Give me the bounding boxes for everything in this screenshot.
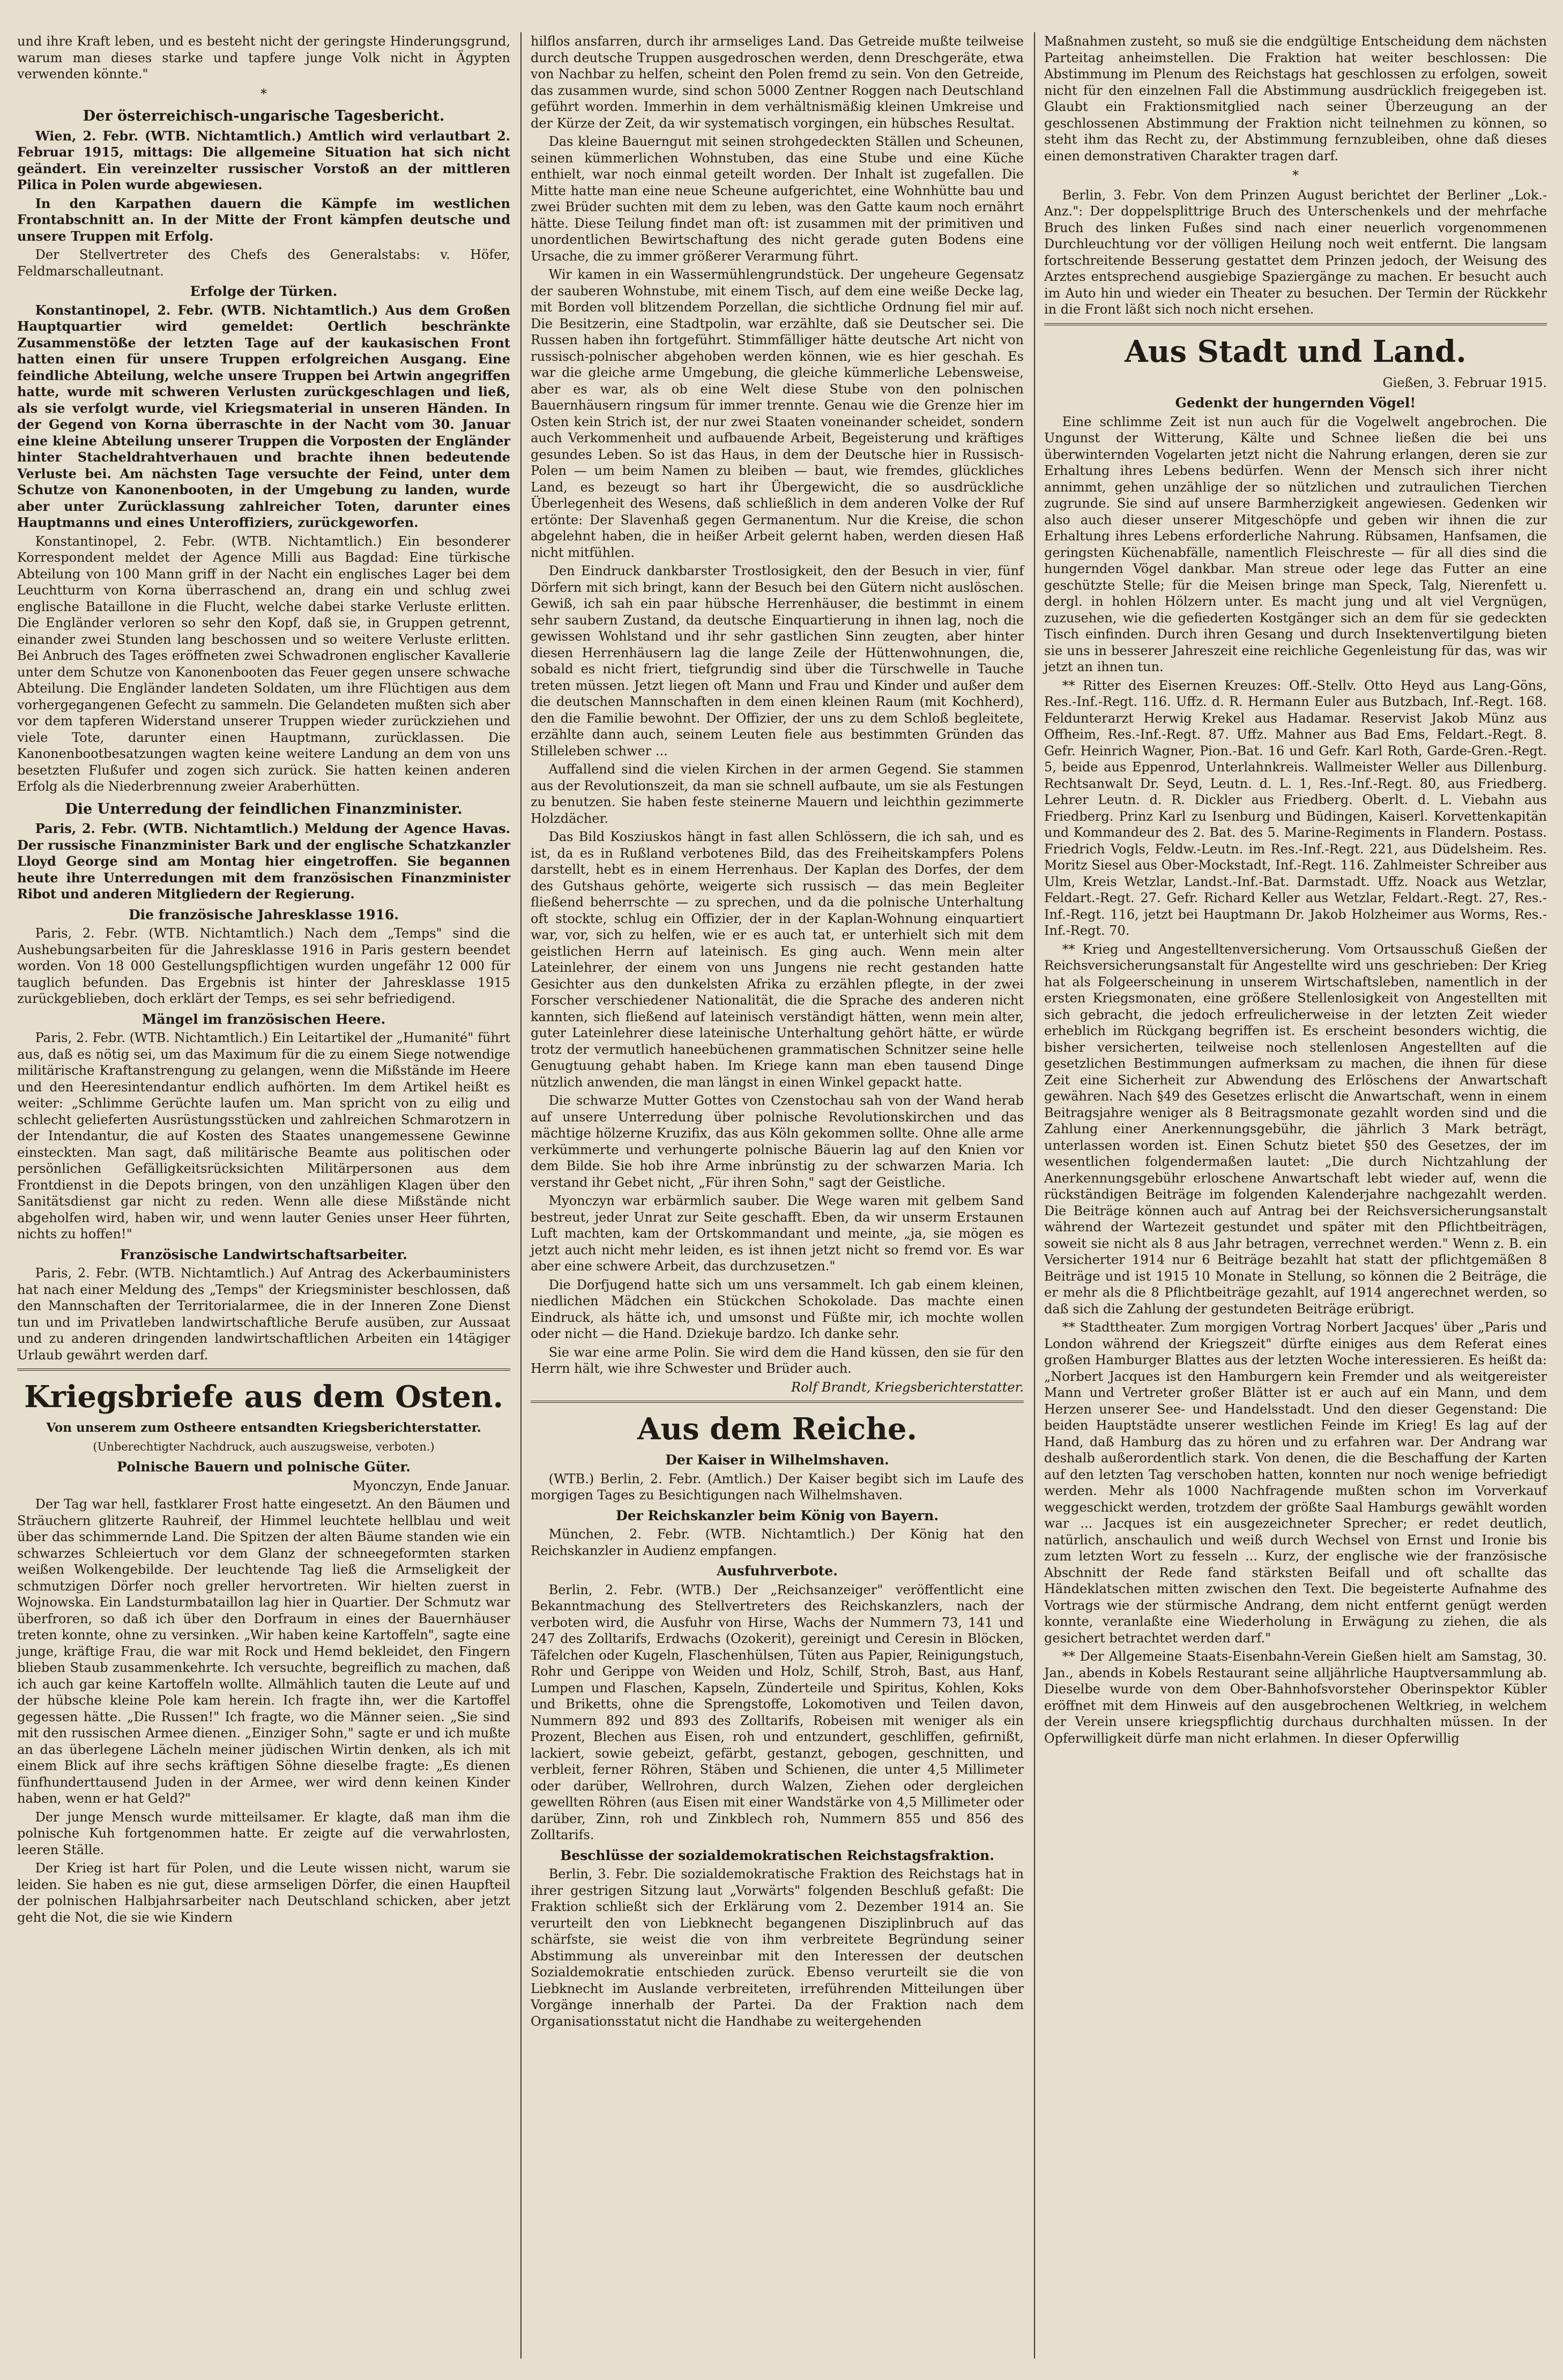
article-text: ** Krieg und Angestelltenversicherung. Vom Ortsausschuß Gießen der Reichsversicherungsanstalt für Angestellte wird uns geschrieben: Der Krieg hat als Folgeerscheinung in unserem Wirtschaftsleben, namentlich in der ersten Kriegsmonaten, eine größere Stellenlosigkeit von Angestellten mit sich gebracht, die jedoch erfreulicherweise in der letzten Zeit wieder erheblich im Rückgang begriffen ist. Es erscheint besonders wichtig, die bisher versicherten, teilweise noch stellenlosen Angestellten auf die gesetzlichen Bestimmungen aufmerksam zu machen, die ihnen für diese Zeit eine Sicherheit zur Abwendung des Erlöschens der Anwartschaft gewähren. Nach §49 des Gesetzes erlischt die Anwartschaft, wenn in einem Beitragsjahre weniger als 8 Beitragsmonate gezahlt worden sind und die Zahlung einer Anerkennungsgebühr, die jährlich 3 Mark beträgt, unterlassen worden ist. Einen Schutz bietet §50 des Gesetzes, der im wesentlichen folgendermaßen lautet: „Die durch Nichtzahlung der Anerkennungsgebühr erloschene Anwartschaft lebt wieder auf, wenn die rückständigen Beiträge im folgenden Kalenderjahre nachgezahlt werden. Die Beiträge können auch auf Antrag bei der Reichsversicherungsanstalt während der Wartezeit gestundet und später mit den Pflichtbeiträgen, soweit sie nicht als 8 aus Jahr betragen, verrechnet werden." Wenn z. B. ein Versicherter 1914 nur 6 Beiträge bezahlt hat statt der pflichtgemäßen 8 Beiträge und ist 1915 10 Monate in Stellung, so können die 2 Beiträge, die er mehr als die 8 Pflichtbeiträge gezahlt, auf 1914 angerechnet werden, so daß sich die Zahlung der gestundeten Beiträge erübrigt. (1044, 941, 1547, 1317)
dateline: Myonczyn, Ende Januar. (352, 1478, 510, 1493)
article-text: In den Karpathen dauern die Kämpfe im westlichen Frontabschnitt an. In der Mitte der Front kämpfen deutsche und unsere Truppen mit Erfolg. (17, 195, 510, 244)
column-rule (520, 32, 522, 2359)
article-text: Paris, 2. Febr. (WTB. Nichtamtlich.) Ein Leitartikel der „Humanité" führt aus, daß es nötig sei, um das Maximum für die zu einem Siege notwendige militärische Kraftanstrengung zu gelangen, wenn die Mißstände im Heere und den Heeresintendantur endlich aufhörten. Im dem Artikel heißt es weiter: „Schlimme Gerüchte laufen um. Man spricht von zu eilig und schlecht gelieferten Ausrüstungsstücken und zahlreichen Schmarotzern in der Intendantur, die auf Kosten des Staates unangemessene Gewinne einsteckten. Man sagt, daß militärische Beamte aus politischen oder persönlichen Gefälligkeitsrücksichten Militärpersonen aus dem Frontdienst in die Depots bringen, von den unzähligen Klagen über den Sanitätsdienst gar nicht zu reden. Wenn alle diese Mißstände nicht abgeholfen wird, haben wir, und wenn lauter Genies unser Heer führten, nichts zu hoffen!" (17, 1030, 510, 1241)
column-3: Maßnahmen zusteht, so muß sie die endgültige Entscheidung dem nächsten Parteitag anheimstellen. Die Fraktion hat weiter beschlossen: Die Abstimmung im Plenum des Reichstags hat geschlossen zu erfolgen, soweit nicht für den einzelnen Fall die Abstimmung ausdrücklich freigegeben ist. Glaubt ein Fraktionsmitglied nach seiner Überzeugung an der geschlossenen Abstimmung der Fraktion nicht teilnehmen zu können, so steht ihm das Recht zu, der Abstimmung fernzubleiben, ohne daß dieses einen demonstrativen Charakter tragen darf. * Berlin, 3. Febr. Von dem Prinzen August berichtet der Berliner „Lok.-Anz.": Der doppelsplittrige Bruch des Unterschenkels und der mehrfache Bruch des linken Fußes sind nach einer neuerlich vorgenommenen Durchleuchtung vor der völligen Heilung noch weit entfernt. Die langsam fortschreitende Besserung gestattet dem Prinzen jedoch, der Weisung des Arztes entsprechend ausgiebige Spaziergänge zu machen. Er besucht auch im Auto hin und wieder ein Theater zu besuchen. Der Termin der Rückkehr in die Front läßt sich noch nicht ersehen. Aus Stadt und Land. Gießen, 3. Februar 1915. Gedenkt der hungernden Vögel! Eine schlimme Zeit ist nun auch für die Vogelwelt angebrochen. Die Ungunst der Witterung, Kälte und Schnee ließen die bei uns überwinternden Vogelarten jetzt nicht die Nahrung erlangen, deren sie zur Erhaltung ihres Lebens bedürfen. Wenn der Mensch sich ihrer nicht annimmt, gehen unzählige der so nützlichen und zutraulichen Tierchen zugrunde. Sie sind auf unsere Barmherzigkeit angewiesen. Gedenken wir also auch dieser unserer Mitgeschöpfe und geben wir ihnen die zur Erhaltung ihres Lebens erforderliche Nahrung. Rübsamen, Hanfsamen, die geringsten Küchenabfälle, namentlich Fleischreste — für all dies sind die hungernden Vögel dankbar. Man streue oder lege das Futter an eine geschützte Stelle; für die Meisen bringe man Speck, Talg, Nierenfett u. dergl. in hohlen Hölzern unter. Es macht jung und alt viel Vergnügen, zuzusehen, wie die gefiederten Kostgänger sich an dem für sie gedeckten Tisch einfinden. Durch ihren Gesang und durch Insektenvertilgung bieten sie uns in besserer Jahreszeit eine reichliche Gegenleistung für das, was wir jetzt an ihnen tun. ** Ritter des Eisernen Kreuzes: Off.-Stellv. Otto Heyd aus Lang-Göns, Res.-Inf.-Regt. 116. Uffz. d. R. Hermann Euler aus Butzbach, Inf.-Regt. 168. Feldunterarzt Herwig Krekel aus Hadamar. Reservist Jakob Münz aus Offheim, Res.-Inf.-Regt. 87. Uffz. Mahner aus Bad Ems, Feldart.-Regt. 8. Gefr. Heinrich Wagner, Pion.-Bat. 16 und Gefr. Karl Roth, Garde-Gren.-Regt. 5, beide aus Eppenrod, Unterlahnkreis. Wallmeister Weller aus Dillenburg. Rechtsanwalt Dr. Seyd, Leutn. d. L. 1, Res.-Inf.-Regt. 80, aus Friedberg. Lehrer Leutn. d. R. Dickler aus Friedberg. Oberlt. d. L. Viebahn aus Friedberg. Prinz Karl zu Isenburg und Büdingen, Kaiserl. Korvettenkapitän und Kommandeur des 2. Bat. des 5. Marine-Regiments in Flandern. Postass. Friedrich Vogls, Feldw.-Leutn. im Res.-Inf.-Regt. 221, aus Düdelsheim. Res. Moritz Siesel aus Ober-Mockstadt, Inf.-Regt. 116. Zahlmeister Schreiber aus Ulm, Kreis Wetzlar, Landst.-Inf.-Bat. Darmstadt. Uffz. Noack aus Wetzlar, Feldart.-Regt. 27. Gefr. Richard Keller aus Wetzlar, Feldart.-Regt. 27, Res.-Inf.-Regt. 116, jetzt bei Hauptmann Dr. Jakob Holzheimer aus Worms, Res.-Inf.-Regt. 70. ** Krieg und Angestelltenversicherung. Vom Ortsausschuß Gießen der Reichsversicherungsanstalt für Angestellte wird uns geschrieben: Der Krieg hat als Folgeerscheinung in unserem Wirtschaftsleben, namentlich in der ersten Kriegsmonaten, eine größere Stellenlosigkeit von Angestellten mit sich gebracht, die jedoch erfreulicherweise in der letzten Zeit wieder erheblich im Rückgang begriffen ist. Es erscheint besonders wichtig, die bisher versicherten, teilweise noch stellenlosen Angestellten auf die gesetzlichen Bestimmungen aufmerksam zu machen, die ihnen für diese Zeit eine Sicherheit zur Abwendung des Erlöschens der Anwartschaft gewähren. Nach §49 des Gesetzes erlischt die Anwartschaft, wenn in einem Beitragsjahre weniger als 8 Beitragsmonate gezahlt worden sind und die Zahlung einer Anerkennungsgebühr, die jährlich 3 Mark beträgt, unterlassen worden ist. Einen Schutz bietet §50 des Gesetzes, der im wesentlichen folgendermaßen lautet: „Die durch Nichtzahlung der Anerkennungsgebühr erloschene Anwartschaft lebt wieder auf, wenn die rückständigen Beiträge im folgenden Kalenderjahre nachgezahlt werden. Die Beiträge können auch auf Antrag bei der Reichsversicherungsanstalt während der Wartezeit gestundet und später mit den Pflichtbeiträgen, soweit sie nicht als 8 aus Jahr betragen, verrechnet werden." Wenn z. B. ein Versicherter 1914 nur 6 Beiträge bezahlt hat statt der pflichtgemäßen 8 Beiträge und ist 1915 10 Monate in Stellung, so können die 2 Beiträge, die er mehr als die 8 Pflichtbeiträge gezahlt, auf 1914 angerechnet werden, so daß sich die Zahlung der gestundeten Beiträge erübrigt. ** Stadttheater. Zum morgigen Vortrag Norbert Jacques' über „Paris und London während der Kriegszeit" dürfte einiges aus dem Referat eines großen Hamburger Blattes aus der letzten Woche interessieren. Es heißt da: „Norbert Jacques ist den Hamburgern kein Fremder und als weitgereister Mann und Vertreter großer Blätter ist er auch auf ein Mann, und dem Herzen unserer See- und Handelsstadt. Und den dieser Gegenstand: Die beiden Hauptstädte unserer westlichen Feinde im Krieg! Es lag auf der Hand, daß Hamburg das zu hören und zu erfahren war. Der Andrang war deshalb außerordentlich stark. Von denen, die die Beschaffung der Karten auf den letzten Tag verschoben hatten, konnten nur noch wenige befriedigt werden. Mehr als 1000 Nachfragende mußten schon im Vorverkauf weggeschickt werden, trotzdem der größte Saal Hamburgs gewählt worden war ... Jacques ist ein ausgezeichneter Sprecher; er redet deutlich, natürlich, anschaulich und weiß durch Wechsel von Ernst und Ironie bis zum letzten Wort zu fesseln ... Kurz, der englische wie der französische Abschnitt der Rede fand stärksten Beifall und oft schallte das Händeklatschen mitten zwischen den Text. Die begeisterte Aufnahme des Vortrags wie der stürmische Andrang, dem nicht entfernt genügt werden konnte, veranlaßte eine Wiederholung in Erwägung zu ziehen, die als gesichert betrachtet werden darf." ** Der Allgemeine Staats-Eisenbahn-Verein Gießen hielt am Samstag, 30. Jan., abends in Kobels Restaurant seine alljährliche Hauptversammlung ab. Dieselbe wurde von dem Ober-Bahnhofsvorsteher Oberinspektor Kübler eröffnet mit dem Hinweis auf den ausgebrochenen Weltkrieg, in welchem der Verein unsere kriegspflichtig durchaus durchhalten müssen. In der Opferwilligkeit dürfe man nicht erlahmen. In dieser Opferwillig (1044, 34, 1547, 1746)
article-text: Sie war eine arme Polin. Sie wird dem die Hand küssen, den sie für den Herrn hält, wie ihre Schwester und Brüder auch. (531, 1344, 1024, 1376)
article-text: Myonczyn war erbärmlich sauber. Die Wege waren mit gelbem Sand bestreut, jeder Unrat zur Seite geschafft. Eben, da wir unserm Erstaunen Luft machten, kam der Ortskommandant und meinte, „ja, sie mögen es jetzt auch nicht mehr leiden, es ist ihnen jetzt nicht so fremd vor. Es war aber eine schwere Arbeit, das durchzusetzen." (531, 1193, 1024, 1274)
article-text: Der Stellvertreter des Chefs des Generalstabs: v. Höfer, Feldmarschalleutnant. (17, 247, 510, 279)
article-text: München, 2. Febr. (WTB. Nichtamtlich.) Der König hat den Reichskanzler in Audienz empfangen. (531, 1527, 1024, 1558)
article-text: Auffallend sind die vielen Kirchen in der armen Gegend. Sie stammen aus der Revolutionszeit, da man sie schnell aufbaute, um sie als Festungen zu benutzen. Sie haben feste steinerne Mauern und leichthin gezimmerte Holzdächer. (531, 762, 1024, 826)
article-text: Maßnahmen zusteht, so muß sie die endgültige Entscheidung dem nächsten Parteitag anheimstellen. Die Fraktion hat weiter beschlossen: Die Abstimmung im Plenum des Reichstags hat geschlossen zu erfolgen, soweit nicht für den einzelnen Fall die Abstimmung ausdrücklich freigegeben ist. Glaubt ein Fraktionsmitglied nach seiner Überzeugung an der geschlossenen Abstimmung der Fraktion nicht teilnehmen zu können, so steht ihm das Recht zu, der Abstimmung fernzubleiben, ohne daß dieses einen demonstrativen Charakter tragen darf. (1044, 34, 1547, 163)
headline: Polnische Bauern und polnische Güter. (116, 1459, 411, 1475)
headline: Gedenkt der hungernden Vögel! (1175, 395, 1416, 411)
article-text: Wir kamen in ein Wassermühlengrundstück. Der ungeheure Gegensatz der sauberen Wohnstube, mit einem Tisch, auf dem eine weiße Decke lag, mit Borden voll blitzendem Porzellan, die sichtliche Ordnung fiel mir auf. Die Besitzerin, eine Stadtpolin, war erzählte, daß sie Deutscher sei. Die Russen haben ihn fortgeführt. Stimmfälliger hätte deutsche Art nicht von russisch-polnischer abgehoben werden können, wie es hier geschah. Es war die gleiche arme Umgebung, die gleiche kümmerliche Lebensweise, aber es war, als ob eine Welt diese Stube von den polnischen Bauernhäusern ringsum für immer trennte. Genau wie die Grenze hier im Osten kein Strich ist, der nur zwei Staaten voneinander scheidet, sondern auch Verkommenheit und aufbauende Arbeit, Begeisterung und kräftiges gesundes Leben. So ist das Haus, in dem der Deutsche hier in Russisch-Polen — um beim Namen zu bleiben — baut, wie fremdes, glückliches Land, es bezeugt so hart ihr Übergewicht, die so ausdrückliche Überlegenheit des Wesens, daß schließlich in dem anderen Volke der Ruf ertönte: Der Slavenhaß gegen Germanentum. Nur die Kreise, die schon abgelehnt haben, die in heißer Arbeit gelernt haben, werden diesen Haß nicht mitfühlen. (531, 267, 1024, 560)
article-text: Paris, 2. Febr. (WTB. Nichtamtlich.) Meldung der Agence Havas. Der russische Finanzminister Bark und der englische Schatzkanzler Lloyd George sind am Montag hier eingetroffen. Sie begannen heute ihre Unterredungen mit dem französischen Finanzminister Ribot und anderen Mitgliedern der Regierung. (17, 821, 510, 902)
article-text: ** Ritter des Eisernen Kreuzes: Off.-Stellv. Otto Heyd aus Lang-Göns, Res.-Inf.-Regt. 116. Uffz. d. R. Hermann Euler aus Butzbach, Inf.-Regt. 168. Feldunterarzt Herwig Krekel aus Hadamar. Reservist Jakob Münz aus Offheim, Res.-Inf.-Regt. 87. Uffz. Mahner aus Bad Ems, Feldart.-Regt. 8. Gefr. Heinrich Wagner, Pion.-Bat. 16 und Gefr. Karl Roth, Garde-Gren.-Regt. 5, beide aus Eppenrod, Unterlahnkreis. Wallmeister Weller aus Dillenburg. Rechtsanwalt Dr. Seyd, Leutn. d. L. 1, Res.-Inf.-Regt. 80, aus Friedberg. Lehrer Leutn. d. R. Dickler aus Friedberg. Oberlt. d. L. Viebahn aus Friedberg. Prinz Karl zu Isenburg und Büdingen, Kaiserl. Korvettenkapitän und Kommandeur des 2. Bat. des 5. Marine-Regiments in Flandern. Postass. Friedrich Vogls, Feldw.-Leutn. im Res.-Inf.-Regt. 221, aus Düdelsheim. Res. Moritz Siesel aus Ober-Mockstadt, Inf.-Regt. 116. Zahlmeister Schreiber aus Ulm, Kreis Wetzlar, Landst.-Inf.-Bat. Darmstadt. Uffz. Noack aus Wetzlar, Feldart.-Regt. 27. Gefr. Richard Keller aus Wetzlar, Feldart.-Regt. 27, Res.-Inf.-Regt. 116, jetzt bei Hauptmann Dr. Jakob Holzheimer aus Worms, Res.-Inf.-Regt. 70. (1044, 678, 1547, 938)
article-text: Paris, 2. Febr. (WTB. Nichtamtlich.) Auf Antrag des Ackerbauministers hat nach einer Meldung des „Temps" der Kriegsminister beschlossen, daß den Mannschaften der Territorialarmee, die in der Inneren Zone Dienst tun und im Privatleben landwirtschaftliche Berufe ausüben, zur Aussaat und zu anderen dringenden landwirtschaftlichen Arbeiten ein 14tägiger Urlaub gewährt werden darf. (17, 1266, 510, 1363)
section-title: Aus dem Reiche. (637, 1411, 918, 1447)
headline: Die französische Jahresklasse 1916. (128, 906, 399, 923)
article-text: Berlin, 3. Febr. Von dem Prinzen August berichtet der Berliner „Lok.-Anz.": Der doppelsplittrige Bruch des Unterschenkels und der mehrfache Bruch des linken Fußes sind nach einer neuerlich vorgenommenen Durchleuchtung vor der völligen Heilung noch weit entfernt. Die langsam fortschreitende Besserung gestattet dem Prinzen jedoch, der Weisung des Arztes entsprechend ausgiebige Spaziergänge zu machen. Er besucht auch im Auto hin und wieder ein Theater zu besuchen. Der Termin der Rückkehr in die Front läßt sich noch nicht ersehen. (1044, 187, 1547, 317)
article-text: Konstantinopel, 2. Febr. (WTB. Nichtamtlich.) Aus dem Großen Hauptquartier wird gemeldet: Oertlich beschränkte Zusammenstöße der letzten Tage auf der kaukasischen Front hatten einen für unsere Truppen erfolgreichen Ausgang. Eine feindliche Abteilung, welche unsere Truppen bei Artwin angegriffen hatte, wurde mit schweren Verlusten zurückgeschlagen und ließ, als sie verfolgt wurde, viel Kriegsmaterial in unseren Händen. In der Gegend von Korna überraschte in der Nacht vom 30. Januar eine kleine Abteilung unserer Truppen die Vorposten der Engländer hinter Stacheldrahtverhauen und brachte ihnen bedeutende Verluste bei. Am nächsten Tage versuchte der Feind, unter dem Schutze von Kanonenbooten, in der Umgebung zu landen, wurde aber unter Zurücklassung zahlreicher Toten, darunter eines Hauptmanns und eines Unteroffiziers, zurückgeworfen. (17, 302, 510, 530)
article-text: ** Stadttheater. Zum morgigen Vortrag Norbert Jacques' über „Paris und London während der Kriegszeit" dürfte einiges aus dem Referat eines großen Hamburger Blattes aus der letzten Woche interessieren. Es heißt da: „Norbert Jacques ist den Hamburgern kein Fremder und als weitgereister Mann und Vertreter großer Blätter ist er auch auf ein Mann, und dem Herzen unserer See- und Handelsstadt. Und den dieser Gegenstand: Die beiden Hauptstädte unserer westlichen Feinde im Krieg! Es lag auf der Hand, daß Hamburg das zu hören und zu erfahren war. Der Andrang war deshalb außerordentlich stark. Von denen, die die Beschaffung der Karten auf den letzten Tag verschoben hatten, konnten nur noch wenige befriedigt werden. Mehr als 1000 Nachfragende mußten schon im Vorverkauf weggeschickt werden, trotzdem der größte Saal Hamburgs gewählt worden war ... Jacques ist ein ausgezeichneter Sprecher; er redet deutlich, natürlich, anschaulich und weiß durch Wechsel von Ernst und Ironie bis zum letzten Wort zu fesseln ... Kurz, der englische wie der französische Abschnitt der Rede fand stärksten Beifall und oft schallte das Händeklatschen mitten zwischen den Text. Die begeisterte Aufnahme des Vortrags wie der stürmische Andrang, dem nicht entfernt genügt werden konnte, veranlaßte eine Wiederholung in Erwägung zu ziehen, die als gesichert betrachtet werden darf." (1044, 1320, 1547, 1646)
notice: (Unberechtigter Nachdruck, auch auszugsweise, verboten.) (93, 1440, 435, 1453)
article-text: Wien, 2. Febr. (WTB. Nichtamtlich.) Amtlich wird verlautbart 2. Februar 1915, mittags: Die allgemeine Situation hat sich nicht geändert. Ein vereinzelter russischer Vorstoß an der mittleren Pilica in Polen wurde abgewiesen. (17, 128, 510, 192)
headline: Der österreichisch-ungarische Tagesbericht. (83, 108, 445, 124)
headline: Der Reichskanzler beim König von Bayern. (616, 1507, 939, 1523)
section-title: Kriegsbriefe aus dem Osten. (24, 1379, 504, 1415)
article-text: Die Dorfjugend hatte sich um uns versammelt. Ich gab einem kleinen, niedlichen Mädchen ein Stückchen Schokolade. Das machte einen Eindruck, als hätte ich, und umsonst und Füßte mir, ich mochte wollen oder nicht — die Hand. Dziekuje bardzo. Ich danke sehr. (531, 1277, 1024, 1341)
byline: Rolf Brandt, Kriegsberichterstatter. (791, 1379, 1024, 1395)
headline: Beschlüsse der sozialdemokratischen Reichstagsfraktion. (560, 1847, 994, 1863)
section-divider (1044, 323, 1547, 328)
article-text: Berlin, 3. Febr. Die sozialdemokratische Fraktion des Reichstags hat in ihrer gestrigen Sitzung laut „Vorwärts" folgenden Beschluß gefaßt: Die Fraktion schließt sich der Erklärung vom 2. Dezember 1914 an. Sie verurteilt den von Liebknecht begangenen Disziplinbruch auf das schärfste, sie weist die von ihm verbreitete Begründung seiner Abstimmung als unvereinbar mit den Interessen der deutschen Sozialdemokratie entschieden zurück. Ebenso verurteilt sie die von Liebknecht im Auslande verbreiteten, irreführenden Mitteilungen über Vorgänge innerhalb der Partei. Da der Fraktion nach dem Organisationsstatut nicht die Handhabe zu weitergehenden (531, 1866, 1024, 2029)
article-text: (WTB.) Berlin, 2. Febr. (Amtlich.) Der Kaiser begibt sich im Laufe des morgigen Tages zu Besichtigungen nach Wilhelmshaven. (531, 1471, 1024, 1503)
article-text: Der Tag war hell, fastklarer Frost hatte eingesetzt. An den Bäumen und Sträuchern glitzerte Rauhreif, der Himmel leuchtete hellblau und weit über das schimmernde Land. Die Spitzen der alten Bäume standen wie ein schwarzes Schleiertuch vor dem Glanz der schneegeformten starken weißen Wolkengebilde. Der leuchtende Tag ließ die Armseligkeit der schmutzigen Dörfer noch greller hervortreten. Wir hielten zuerst in Wojnowska. Ein Landsturmbataillon lag hier in Quartier. Der Schmutz war überfroren, so daß ich über den Dorfraum in eines der Bauernhäuser treten konnte, ohne zu versinken. „Wir haben keine Kartoffeln", sagte eine junge, kräftige Frau, die war mit Rock und Hemd bekleidet, den Fingern blieben Staub zusammenkehrte. Ich versuchte, begreiflich zu machen, daß ich auch gar keine Kartoffeln wollte. Allmählich tauten die Leute auf und der hübsche kleine Pole kam herein. Ich fragte ihn, wer die Kartoffel gegessen hätte. „Die Russen!" Ich fragte, wo die Männer seien. „Sie sind mit den russischen Armee dienen. „Einziger Sohn," sagte er und ich mußte an das überlegene Lächeln meiner jüdischen Wirtin denken, als ich mit einem Blick auf ihre sechs kräftigen Söhne dieselbe fragte: „Es dienen fünfhunderttausend Juden in der Armee, wer wird denn keinen Kinder haben, wenn er hat Geld?" (17, 1497, 510, 1806)
headline: Französische Landwirtschaftsarbeiter. (120, 1246, 407, 1262)
article-text: und ihre Kraft leben, und es besteht nicht der geringste Hinderungsgrund, warum man dieses starke und tapfere junge Volk nicht in Ägypten verwenden könnte." (17, 34, 510, 81)
article-text: ** Der Allgemeine Staats-Eisenbahn-Verein Gießen hielt am Samstag, 30. Jan., abends in Kobels Restaurant seine alljährliche Hauptversammlung ab. Dieselbe wurde von dem Ober-Bahnhofsvorsteher Oberinspektor Kübler eröffnet mit dem Hinweis auf den ausgebrochenen Weltkrieg, in welchem der Verein unsere kriegspflichtig durchaus durchhalten müssen. In der Opferwilligkeit dürfe man nicht erlahmen. In dieser Opferwillig (1044, 1649, 1547, 1746)
article-text: Das kleine Bauerngut mit seinen strohgedeckten Ställen und Scheunen, seinen kümmerlichen Wohnstuben, das eine Stube und eine Küche enthielt, war noch einmal geteilt worden. Der Inhalt ist zugefallen. Die Mitte hatte man eine neue Scheune aufgerichtet, eine Wohnhütte bau und zwei Brüder suchten mit dem zu leben, was den Gatte kaum noch ernährt hätte. Diese Teilung findet man oft: ist zusammen mit der primitiven und unordentlichen Bewirtschaftung des nicht gerade guten Bodens eine Ursache, die zu immer größerer Verarmung führt. (531, 134, 1024, 264)
headline: Mängel im französischen Heere. (142, 1011, 386, 1027)
article-text: hilflos ansfarren, durch ihr armseliges Land. Das Getreide mußte teilweise durch deutsche Truppen ausgedroschen werden, denn Dreschgeräte, etwa von Nachbar zu helfen, scheint den Polen fremd zu sein. Von den Getreide, das zusammen wurde, sind schon 5000 Zentner Roggen nach Deutschland geführt worden. Immerhin in dem verhältnismäßig kleinen Umkreise und der Kürze der Zeit, da wir systematisch vorgingen, ein hübsches Resultat. (531, 34, 1024, 131)
column-2 (525, 33, 1029, 2364)
article-text: Das Bild Kosziuskos hängt in fast allen Schlössern, die ich sah, und es ist, da es in Rußland verbotenes Bild, das des Freiheitskampfers Polens darstellt, hebt es in einem Herrenhaus. Der Kaplan des Dorfes, der dem des Gutshaus gehörte, weigerte sich russisch — das mein Begleiter fließend beherrschte — zu sprechen, und da die polnische Unterhaltung oft stockte, schlug ein Offizier, der in der Kaplan-Wohnung einquartiert war, vor, sich zu helfen, wie er es auch tat, er unterhielt sich mit dem geistlichen Herrn auf lateinisch. Es ging auch. Wenn mein alter Lateinlehrer, der einem von uns Jungens nie recht gestanden hatte Gesichter aus den dunkelsten Afrika zu erzählen pflegte, in der zwei Forscher verschiedener Nationalität, die die Sprache des anderen nicht kannten, sich fließend auf lateinisch verständigt hätten, wenn mein alter, guter Lateinlehrer diese lateinische Unterhaltung gehört hätte, er würde trotz der vermutlich haneebüchenen grammatischen Schnitzer seine helle Genugtuung gehabt haben. Im Kriege kann man eben tausend Dinge nützlich anwenden, die man längst in einen Winkel gepackt hatte. (531, 829, 1024, 1090)
article-text: Berlin, 2. Febr. (WTB.) Der „Reichsanzeiger" veröffentlicht eine Bekanntmachung des Stellvertreters des Reichskanzlers, nach der verboten wird, die Ausfuhr von Hirse, Wachs der Nummern 73, 141 und 247 des Zolltarifs, Erdwachs (Ozokerit), gereinigt und Ceresin in Blöcken, Täfelchen oder Kugeln, Flaschenhülsen, Tüten aus Papier, Reinigungstuch, Rohr und Gerippe von Weiden und Holz, Schilf, Stroh, Bast, aus Hanf, Lumpen und Flaschen, Kapseln, Zünderteile und Spiritus, Kohlen, Koks und Briketts, ohne die Sprengstoffe, Lokomotiven und Teilen davon, Nummern 892 und 893 des Zolltarifs, Robeisen mit weniger als ein Prozent, Blechen aus Eisen, roh und entzundert, geschliffen, gefirnißt, lackiert, sowie gebeizt, gefärbt, gestanzt, gebogen, geschnitten, und verbleit, ferner Röhren, Stäben und Schienen, die unter 4,5 Millimeter oder darüber, Wellrohren, durch Walzen, Ziehen oder dergleichen gewellten Röhren (aus Eisen mit einer Wandstärke von 4,5 Millimeter oder darüber, Zinn, roh und Zinkblech roh, Nummern 855 und 856 des Zolltarifs. (531, 1582, 1024, 1842)
article-text: Die schwarze Mutter Gottes von Czenstochau sah von der Wand herab auf unsere Unterredung über polnische Revolutionskirchen und das mächtige hölzerne Kruzifix, das aus Köln gekommen sollte. Ohne alle arme verkümmerte und verhungerte polnische Bäuerin lag auf den Knien vor dem Bilde. Sie hob ihre Arme inbrünstig zu der schwarzen Maria. Ich verstand ihr Gebet nicht, „Für ihren Sohn," sagt der Geistliche. (531, 1093, 1024, 1190)
section-divider (17, 1368, 510, 1373)
headline: Die Unterredung der feindlichen Finanzminister. (65, 800, 463, 817)
section-title: Aus Stadt und Land. (1125, 333, 1467, 369)
article-text: Eine schlimme Zeit ist nun auch für die Vogelwelt angebrochen. Die Ungunst der Witterung, Kälte und Schnee ließen die bei uns überwinternden Vogelarten jetzt nicht die Nahrung erlangen, deren sie zur Erhaltung ihres Lebens bedürfen. Wenn der Mensch sich ihrer nicht annimmt, gehen unzählige der so nützlichen und zutraulichen Tierchen zugrunde. Sie sind auf unsere Barmherzigkeit angewiesen. Gedenken wir also auch dieser unserer Mitgeschöpfe und geben wir ihnen die zur Erhaltung ihres Lebens erforderliche Nahrung. Rübsamen, Hanfsamen, die geringsten Küchenabfälle, namentlich Fleischreste — für all dies sind die hungernden Vögel dankbar. Man streue oder lege das Futter an eine geschützte Stelle; für die Meisen bringe man Speck, Talg, Nierenfett u. dergl. in hohlen Hölzern unter. Es macht jung und alt viel Vergnügen, zuzusehen, wie die gefiederten Kostgänger sich an dem für sie gedeckten Tisch einfinden. Durch ihren Gesang und durch Insektenvertilgung bieten sie uns in besserer Jahreszeit eine reichliche Gegenleistung für das, was wir jetzt an ihnen tun. (1044, 414, 1547, 674)
headline: Erfolge der Türken. (190, 284, 338, 299)
subtitle: Von unserem zum Ostheere entsandten Kriegsberichterstatter. (46, 1420, 481, 1435)
article-text: Paris, 2. Febr. (WTB. Nichtamtlich.) Nach dem „Temps" sind die Aushebungsarbeiten für die Jahresklasse 1916 in Paris gestern beendet worden. Von 18 000 Gestellungspflichtigen wurden ungefähr 12 000 für tauglich befunden. Das Ergebnis ist hinter der Jahresklasse 1915 zurückgeblieben, doch erklärt der Temps, es sei sehr befriedigend. (17, 926, 510, 1006)
article-text: Der junge Mensch wurde mitteilsamer. Er klagte, daß man ihm die polnische Kuh fortgenommen hatte. Er zeigte auf die verwahrlosten, leeren Ställe. (17, 1809, 510, 1857)
column-1: und ihre Kraft leben, und es besteht nicht der geringste Hinderungsgrund, warum man dieses starke und tapfere junge Volk nicht in Ägypten verwenden könnte." * Der österreichisch-ungarische Tagesbericht. Wien, 2. Febr. (WTB. Nichtamtlich.) Amtlich wird verlautbart 2. Februar 1915, mittags: Die allgemeine Situation hat sich nicht geändert. Ein vereinzelter russischer Vorstoß an der mittleren Pilica in Polen wurde abgewiesen. In den Karpathen dauern die Kämpfe im westlichen Frontabschnitt an. In der Mitte der Front kämpfen deutsche und unsere Truppen mit Erfolg. Der Stellvertreter des Chefs des Generalstabs: v. Höfer, Feldmarschalleutnant. Erfolge der Türken. Konstantinopel, 2. Febr. (WTB. Nichtamtlich.) Aus dem Großen Hauptquartier wird gemeldet: Oertlich beschränkte Zusammenstöße der letzten Tage auf der kaukasischen Front hatten einen für unsere Truppen erfolgreichen Ausgang. Eine feindliche Abteilung, welche unsere Truppen bei Artwin angegriffen hatte, wurde mit schweren Verlusten zurückgeschlagen und ließ, als sie verfolgt wurde, viel Kriegsmaterial in unseren Händen. In der Gegend von Korna überraschte in der Nacht vom 30. Januar eine kleine Abteilung unserer Truppen die Vorposten der Engländer hinter Stacheldrahtverhauen und brachte ihnen bedeutende Verluste bei. Am nächsten Tage versuchte der Feind, unter dem Schutze von Kanonenbooten, in der Umgebung zu landen, wurde aber unter Zurücklassung zahlreicher Toten, darunter eines Hauptmanns und eines Unteroffiziers, zurückgeworfen. Konstantinopel, 2. Febr. (WTB. Nichtamtlich.) Ein besonderer Korrespondent meldet der Agence Milli aus Bagdad: Eine türkische Abteilung von 100 Mann griff in der Nacht ein englisches Lager bei dem Leuchtturm von Korna überraschend an, drang ein und schlug zwei englische Bataillone in die Flucht, welche dabei starke Verluste erlitten. Die Engländer verloren so sehr den Kopf, daß sie, in Gruppen getrennt, einander zwei Stunden lang beschossen und so weitere Verluste erlitten. Bei Anbruch des Tages eröffneten zwei Schwadronen englischer Kavallerie unter dem Schutze von Kanonenbooten das Feuer gegen unsere schwache Abteilung. Die Engländer landeten Soldaten, um ihre Flüchtigen aus dem vorhergegangenen Gefecht zu sammeln. Die Gelandeten mußten sich aber vor dem tapferen Widerstand unserer Truppen wieder zurückziehen und viele Tote, darunter einen Hauptmann, zurücklassen. Die Kanonenbootbesatzungen wagten keine weitere Landung an dem von uns besetzten Flußufer und zogen sich zurück. Sie hatten keinen anderen Erfolg als die Niederbrennung zweier Araberhütten. Die Unterredung der feindlichen Finanzminister. Paris, 2. Febr. (WTB. Nichtamtlich.) Meldung der Agence Havas. Der russische Finanzminister Bark und der englische Schatzkanzler Lloyd George sind am Montag hier eingetroffen. Sie begannen heute ihre Unterredungen mit dem französischen Finanzminister Ribot und anderen Mitgliedern der Regierung. Die französische Jahresklasse 1916. Paris, 2. Febr. (WTB. Nichtamtlich.) Nach dem „Temps" sind die Aushebungsarbeiten für die Jahresklasse 1916 in Paris gestern beendet worden. Von 18 000 Gestellungspflichtigen wurden ungefähr 12 000 für tauglich befunden. Das Ergebnis ist hinter der Jahresklasse 1915 zurückgeblieben, doch erklärt der Temps, es sei sehr befriedigend. Mängel im französischen Heere. Paris, 2. Febr. (WTB. Nichtamtlich.) Ein Leitartikel der „Humanité" führt aus, daß es nötig sei, um das Maximum für die zu einem Siege notwendige militärische Kraftanstrengung zu gelangen, wenn die Mißstände im Heere und den Heeresintendantur endlich aufhörten. Im dem Artikel heißt es weiter: „Schlimme Gerüchte laufen um. Man spricht von zu eilig und schlecht gelieferten Ausrüstungsstücken und zahlreichen Schmarotzern in der Intendantur, die auf Kosten des Staates unangemessene Gewinne einsteckten. Man sagt, daß militärische Beamte aus politischen oder persönlichen Gefälligkeitsrücksichten Militärpersonen aus dem Frontdienst in die Depots bringen, von den unzähligen Klagen über den Sanitätsdienst gar nicht zu reden. Wenn alle diese Mißstände nicht abgeholfen wird, haben wir, und wenn lauter Genies unser Heer führten, nichts zu hoffen!" Französische Landwirtschaftsarbeiter. Paris, 2. Febr. (WTB. Nichtamtlich.) Auf Antrag des Ackerbauministers hat nach einer Meldung des „Temps" der Kriegsminister beschlossen, daß den Mannschaften der Territorialarmee, die in der Inneren Zone Dienst tun und im Privatleben landwirtschaftliche Berufe ausüben, zur Aussaat und zu anderen dringenden landwirtschaftlichen Arbeiten ein 14tägiger Urlaub gewährt werden darf. Kriegsbriefe aus dem Osten. Von unserem zum Ostheere entsandten Kriegsberichterstatter. (Unberechtigter Nachdruck, auch auszugsweise, verboten.) Polnische Bauern und polnische Güter. Myonczyn, Ende Januar. Der Tag war hell, fastklarer Frost hatte eingesetzt. An den Bäumen und Sträuchern glitzerte Rauhreif, der Himmel leuchtete hellblau und weit über das schimmernde Land. Die Spitzen der alten Bäume standen wie ein schwarzes Schleiertuch vor dem Glanz der schneegeformten starken weißen Wolkengebilde. Der leuchtende Tag ließ die Armseligkeit der schmutzigen Dörfer noch greller hervortreten. Wir hielten zuerst in Wojnowska. Ein Landsturmbataillon lag hier in Quartier. Der Schmutz war überfroren, so daß ich über den Dorfraum in eines der Bauernhäuser treten konnte, ohne zu versinken. „Wir haben keine Kartoffeln", sagte eine junge, kräftige Frau, die war mit Rock und Hemd bekleidet, den Fingern blieben Staub zusammenkehrte. Ich versuchte, begreiflich zu machen, daß ich auch gar keine Kartoffeln wollte. Allmählich tauten die Leute auf und der hübsche kleine Pole kam herein. Ich fragte ihn, wer die Kartoffel gegessen hätte. „Die Russen!" Ich fragte, wo die Männer seien. „Sie sind mit den russischen Armee dienen. „Einziger Sohn," sagte er und ich mußte an das überlegene Lächeln meiner jüdischen Wirtin denken, als ich mit einem Blick auf ihre sechs kräftigen Söhne dieselbe fragte: „Es dienen fünfhunderttausend Juden in der Armee, wer wird denn keinen Kinder haben, wenn er hat Geld?" Der junge Mensch wurde mitteilsamer. Er klagte, daß man ihm die polnische Kuh fortgenommen hatte. Er zeigte auf die verwahrlosten, leeren Ställe. Der Krieg ist hart für Polen, und die Leute wissen nicht, warum sie leiden. Sie haben es nie gut, diese armseligen Dörfer, die einen Haupfteil der polnischen Halbjahrsarbeiter nach Deutschland schicken, aber jetzt geht die Not, die sie wie Kindern (17, 34, 510, 1925)
headline: Der Kaiser in Wilhelmshaven. (665, 1452, 889, 1468)
column-rule (1034, 32, 1035, 2359)
headline: Ausfuhrverbote. (717, 1563, 838, 1579)
article-text: Den Eindruck dankbarster Trostlosigkeit, den der Besuch in vier, fünf Dörfern mit sich bringt, kann der Besuch bei den Gütern nicht auslöschen. Gewiß, ich sah ein paar hübsche Herrenhäuser, die bestimmt in einem sehr saubern Zustand, da deutsche Einquartierung in ihnen lag, noch die gewissen Wohlstand und ihr sehr gastlichen Sinn zeugten, aber hinter diesen Herrenhäusern lag die lange Zeile der Hüttenwohnungen, die, sobald es nicht friert, tiefgrundig sind über die Türschwelle in Tauche treten müssen. Jetzt liegen oft Mann und Frau und Kinder und außer dem die deutschen Mannschaften in dem einen kleinen Raum (mit Kochherd), den die Familie bewohnt. Der Offizier, der uns zu dem Schloß begleitete, erzählte dann auch, seinem Leuten fiele aus bestimmten Gründen das Stilleleben schwer ... (531, 563, 1024, 758)
dateline: Gießen, 3. Februar 1915. (1382, 375, 1547, 390)
article-text: Konstantinopel, 2. Febr. (WTB. Nichtamtlich.) Ein besonderer Korrespondent meldet der Agence Milli aus Bagdad: Eine türkische Abteilung von 100 Mann griff in der Nacht ein englisches Lager bei dem Leuchtturm von Korna überraschend an, drang ein und schlug zwei englische Bataillone in die Flucht, welche dabei starke Verluste erlitten. Die Engländer verloren so sehr den Kopf, daß sie, in Gruppen getrennt, einander zwei Stunden lang beschossen und so weitere Verluste erlitten. Bei Anbruch des Tages eröffneten zwei Schwadronen englischer Kavallerie unter dem Schutze von Kanonenbooten das Feuer gegen unsere schwache Abteilung. Die Engländer landeten Soldaten, um ihre Flüchtigen aus dem vorhergegangenen Gefecht zu sammeln. Die Gelandeten mußten sich aber vor dem tapferen Widerstand unserer Truppen wieder zurückziehen und viele Tote, darunter einen Hauptmann, zurücklassen. Die Kanonenbootbesatzungen wagten keine weitere Landung an dem von uns besetzten Flußufer und zogen sich zurück. Sie hatten keinen anderen Erfolg als die Niederbrennung zweier Araberhütten. (17, 533, 510, 794)
section-divider (531, 1401, 1024, 1405)
article-text: Der Krieg ist hart für Polen, und die Leute wissen nicht, warum sie leiden. Sie haben es nie gut, diese armseligen Dörfer, die einen Haupfteil der polnischen Halbjahrsarbeiter nach Deutschland schicken, aber jetzt geht die Not, die sie wie Kindern (17, 1861, 510, 1925)
